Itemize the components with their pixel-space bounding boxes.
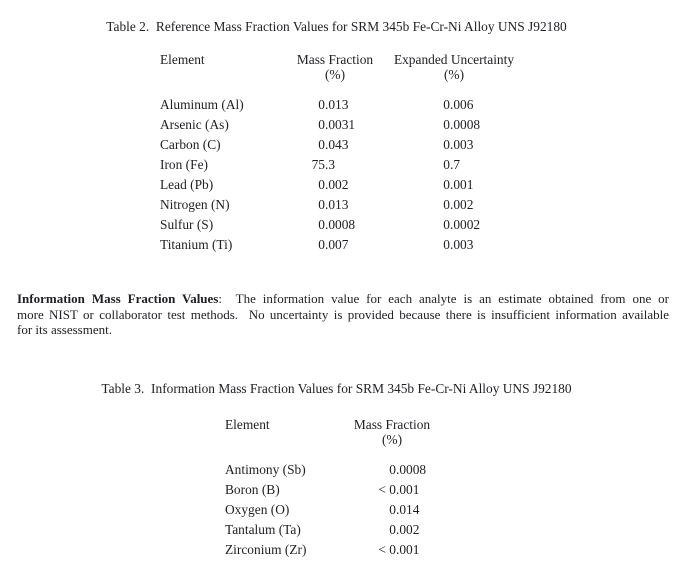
value-integer-part: 0 — [318, 177, 325, 192]
value-integer-part: 0 — [389, 462, 396, 477]
value-integer-part: 0 — [318, 217, 325, 232]
value-fraction-part: .001 — [396, 542, 420, 557]
mass-fraction-cell — [305, 235, 348, 255]
mass-fraction-cell — [305, 135, 348, 155]
paragraph-line: more NIST or collaborator test methods. No uncertainty is provided because there is insufficient information available — [17, 306, 669, 322]
value-integer-part: 0 — [318, 117, 325, 132]
mass-fraction-cell — [305, 115, 355, 135]
mass-fraction-cell — [376, 480, 419, 500]
table2-title: Table 2. Reference Mass Fraction Values for SRM 345b Fe-Cr-Ni Alloy UNS J92180 — [106, 19, 567, 34]
value-fraction-part: .006 — [450, 97, 474, 112]
element-cell: Sulfur (S) — [160, 217, 214, 232]
value-integer-part: 0 — [443, 177, 450, 192]
table3-title: Table 3. Information Mass Fraction Values for SRM 345b Fe-Cr-Ni Alloy UNS J92180 — [101, 381, 572, 396]
uncertainty-cell — [430, 195, 473, 215]
uncertainty-cell — [430, 215, 480, 235]
element-cell: Carbon (C) — [160, 137, 221, 152]
table-row — [160, 135, 540, 155]
table-row — [160, 235, 540, 255]
uncertainty-cell — [430, 175, 473, 195]
element-cell: Aluminum (Al) — [160, 97, 244, 112]
element-cell: Boron (B) — [225, 482, 280, 497]
element-cell: Zirconium (Zr) — [225, 542, 307, 557]
mass-fraction-cell — [376, 540, 419, 560]
element-cell: Titanium (Ti) — [160, 237, 233, 252]
table-row — [225, 480, 495, 500]
table2-header-mass-fraction — [275, 52, 395, 82]
element-cell: Iron (Fe) — [160, 157, 208, 172]
table-row — [160, 175, 540, 195]
mass-fraction-cell — [376, 460, 426, 480]
header-label: Mass Fraction — [296, 52, 374, 67]
value-fraction-part: .043 — [325, 137, 349, 152]
table-row — [160, 215, 540, 235]
uncertainty-cell — [430, 135, 473, 155]
uncertainty-cell — [430, 155, 460, 175]
value-fraction-part: .003 — [450, 237, 474, 252]
table-row — [160, 95, 540, 115]
table-row — [225, 520, 495, 540]
value-fraction-part: .3 — [325, 157, 336, 172]
value-fraction-part: .013 — [325, 97, 349, 112]
value-integer-part: 0 — [389, 522, 396, 537]
element-cell: Tantalum (Ta) — [225, 522, 301, 537]
value-fraction-part: .002 — [450, 197, 474, 212]
mass-fraction-cell — [376, 520, 419, 540]
value-integer-part: 0 — [318, 137, 325, 152]
value-integer-part: 0 — [318, 237, 325, 252]
mass-fraction-cell — [305, 95, 348, 115]
value-fraction-part: .0031 — [325, 117, 356, 132]
value-integer-part: 0 — [443, 97, 450, 112]
value-integer-part: 0 — [318, 97, 325, 112]
value-fraction-part: .013 — [325, 197, 349, 212]
paragraph-bold-lead: Information Mass Fraction Values — [17, 291, 219, 306]
value-fraction-part: .0008 — [396, 462, 427, 477]
mass-fraction-cell — [305, 215, 355, 235]
table2-header-expanded-uncertainty — [384, 52, 524, 82]
header-label: Mass Fraction — [353, 417, 431, 432]
value-fraction-part: .014 — [396, 502, 420, 517]
value-fraction-part: .002 — [325, 177, 349, 192]
table2-body — [160, 95, 540, 255]
element-cell: Arsenic (As) — [160, 117, 229, 132]
value-integer-part: < 0 — [378, 482, 396, 497]
table-row — [225, 460, 495, 480]
value-integer-part: 0 — [443, 157, 450, 172]
header-unit: (%) — [443, 67, 465, 82]
value-integer-part: 0 — [389, 502, 396, 517]
element-cell: Nitrogen (N) — [160, 197, 230, 212]
uncertainty-cell — [430, 235, 473, 255]
mass-fraction-cell — [305, 175, 348, 195]
value-integer-part: < 0 — [378, 542, 396, 557]
mass-fraction-cell — [305, 155, 335, 175]
header-unit: (%) — [324, 67, 346, 82]
value-integer-part: 0 — [443, 117, 450, 132]
paragraph-line: for its assessment. — [17, 322, 112, 337]
uncertainty-cell — [430, 115, 480, 135]
element-cell: Lead (Pb) — [160, 177, 214, 192]
table3-header-element: Element — [225, 417, 270, 432]
value-integer-part: 75 — [311, 157, 325, 172]
value-fraction-part: .002 — [396, 522, 420, 537]
mass-fraction-cell — [376, 500, 419, 520]
table-row — [160, 155, 540, 175]
paragraph-text: : The information value for each analyte is an estimate obtained from one or — [218, 291, 669, 306]
header-unit: (%) — [381, 432, 403, 447]
table2-header-element: Element — [160, 52, 205, 67]
value-integer-part: 0 — [318, 197, 325, 212]
table-row — [225, 500, 495, 520]
table-row — [160, 195, 540, 215]
value-integer-part: 0 — [443, 197, 450, 212]
value-fraction-part: .001 — [450, 177, 474, 192]
value-integer-part: 0 — [443, 217, 450, 232]
value-fraction-part: .0008 — [450, 117, 481, 132]
uncertainty-cell — [430, 95, 473, 115]
element-cell: Oxygen (O) — [225, 502, 290, 517]
value-integer-part: 0 — [443, 137, 450, 152]
value-fraction-part: .7 — [450, 157, 461, 172]
value-fraction-part: .0008 — [325, 217, 356, 232]
paragraph-line — [17, 291, 669, 307]
value-integer-part: 0 — [443, 237, 450, 252]
table3-body — [225, 460, 495, 560]
value-fraction-part: .001 — [396, 482, 420, 497]
value-fraction-part: .003 — [450, 137, 474, 152]
table3-header-mass-fraction — [332, 417, 452, 447]
information-paragraph — [17, 291, 669, 338]
header-label: Expanded Uncertainty — [393, 52, 515, 67]
element-cell: Antimony (Sb) — [225, 462, 306, 477]
mass-fraction-cell — [305, 195, 348, 215]
value-fraction-part: .007 — [325, 237, 349, 252]
value-fraction-part: .0002 — [450, 217, 481, 232]
table-row — [160, 115, 540, 135]
table-row — [225, 540, 495, 560]
